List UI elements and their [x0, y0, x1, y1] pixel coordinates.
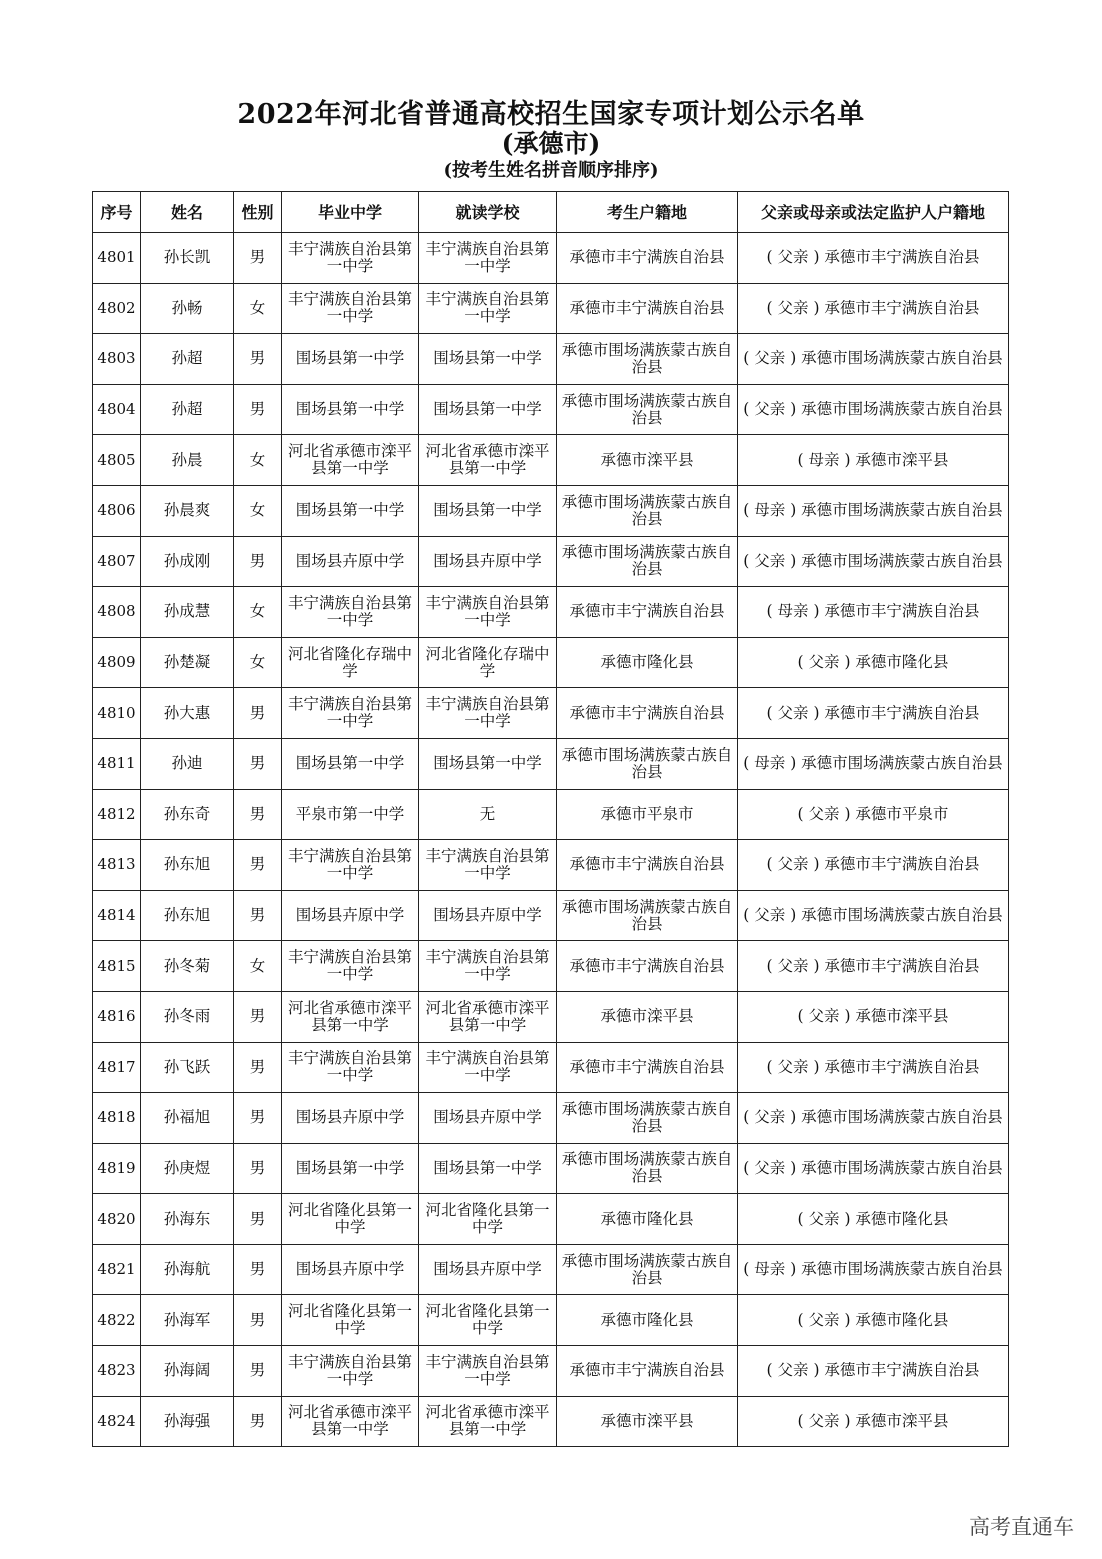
cell-seq: 4823: [93, 1346, 141, 1397]
cell-seq: 4816: [93, 991, 141, 1042]
cell-graduated-school: 围场县第一中学: [282, 738, 419, 789]
cell-gender: 男: [234, 1194, 282, 1245]
cell-current-school: 围场县第一中学: [419, 485, 557, 536]
cell-name: 孙海强: [141, 1396, 234, 1447]
header-current-school: 就读学校: [419, 192, 557, 233]
cell-current-school: 丰宁满族自治县第一中学: [419, 941, 557, 992]
cell-name: 孙迪: [141, 738, 234, 789]
cell-seq: 4824: [93, 1396, 141, 1447]
cell-graduated-school: 河北省承德市滦平县第一中学: [282, 435, 419, 486]
cell-name: 孙庚煜: [141, 1143, 234, 1194]
table-row: [93, 1143, 1009, 1194]
table-row: [93, 1244, 1009, 1295]
cell-name: 孙冬菊: [141, 941, 234, 992]
cell-name: 孙东旭: [141, 840, 234, 891]
cell-gender: 男: [234, 1093, 282, 1144]
cell-seq: 4804: [93, 384, 141, 435]
table-row: [93, 283, 1009, 334]
cell-guardian-registration: ( 父亲 ) 承德市围场满族蒙古族自治县: [738, 334, 1009, 385]
cell-current-school: 围场县卉原中学: [419, 536, 557, 587]
cell-graduated-school: 围场县卉原中学: [282, 1093, 419, 1144]
cell-household-registration: 承德市滦平县: [557, 435, 738, 486]
table-row: [93, 1194, 1009, 1245]
cell-household-registration: 承德市围场满族蒙古族自治县: [557, 890, 738, 941]
cell-name: 孙飞跃: [141, 1042, 234, 1093]
cell-name: 孙楚凝: [141, 637, 234, 688]
cell-current-school: 丰宁满族自治县第一中学: [419, 1346, 557, 1397]
table-row: [93, 941, 1009, 992]
cell-household-registration: 承德市丰宁满族自治县: [557, 1346, 738, 1397]
cell-name: 孙东奇: [141, 789, 234, 840]
cell-household-registration: 承德市围场满族蒙古族自治县: [557, 1093, 738, 1144]
cell-graduated-school: 丰宁满族自治县第一中学: [282, 941, 419, 992]
table-row: [93, 485, 1009, 536]
cell-name: 孙成刚: [141, 536, 234, 587]
cell-household-registration: 承德市围场满族蒙古族自治县: [557, 1143, 738, 1194]
cell-seq: 4817: [93, 1042, 141, 1093]
table-row: [93, 587, 1009, 638]
cell-guardian-registration: ( 父亲 ) 承德市丰宁满族自治县: [738, 1346, 1009, 1397]
cell-current-school: 丰宁满族自治县第一中学: [419, 1042, 557, 1093]
cell-seq: 4807: [93, 536, 141, 587]
table-row: [93, 1396, 1009, 1447]
cell-seq: 4814: [93, 890, 141, 941]
cell-name: 孙海航: [141, 1244, 234, 1295]
cell-graduated-school: 河北省承德市滦平县第一中学: [282, 1396, 419, 1447]
cell-household-registration: 承德市平泉市: [557, 789, 738, 840]
table-row: [93, 637, 1009, 688]
cell-seq: 4812: [93, 789, 141, 840]
cell-gender: 男: [234, 1042, 282, 1093]
cell-graduated-school: 丰宁满族自治县第一中学: [282, 840, 419, 891]
cell-gender: 女: [234, 435, 282, 486]
cell-household-registration: 承德市围场满族蒙古族自治县: [557, 334, 738, 385]
cell-name: 孙冬雨: [141, 991, 234, 1042]
cell-current-school: 丰宁满族自治县第一中学: [419, 587, 557, 638]
cell-name: 孙超: [141, 334, 234, 385]
cell-name: 孙长凯: [141, 233, 234, 284]
roster-table: [92, 191, 1009, 1447]
cell-guardian-registration: ( 母亲 ) 承德市围场满族蒙古族自治县: [738, 485, 1009, 536]
cell-current-school: 丰宁满族自治县第一中学: [419, 283, 557, 334]
cell-gender: 男: [234, 789, 282, 840]
cell-guardian-registration: ( 母亲 ) 承德市围场满族蒙古族自治县: [738, 1244, 1009, 1295]
page-subtitle-city: (承德市): [501, 129, 601, 158]
cell-gender: 女: [234, 283, 282, 334]
cell-guardian-registration: ( 母亲 ) 承德市围场满族蒙古族自治县: [738, 738, 1009, 789]
table-row: [93, 991, 1009, 1042]
cell-graduated-school: 围场县第一中学: [282, 485, 419, 536]
cell-current-school: 丰宁满族自治县第一中学: [419, 688, 557, 739]
cell-household-registration: 承德市滦平县: [557, 1396, 738, 1447]
table-row: [93, 840, 1009, 891]
table-row: [93, 1346, 1009, 1397]
cell-gender: 男: [234, 1346, 282, 1397]
table-row: [93, 384, 1009, 435]
cell-household-registration: 承德市丰宁满族自治县: [557, 1042, 738, 1093]
cell-name: 孙海军: [141, 1295, 234, 1346]
header-name: 姓名: [141, 192, 234, 233]
cell-name: 孙海东: [141, 1194, 234, 1245]
table-row: [93, 688, 1009, 739]
table-row: [93, 334, 1009, 385]
cell-seq: 4801: [93, 233, 141, 284]
cell-guardian-registration: ( 父亲 ) 承德市丰宁满族自治县: [738, 1042, 1009, 1093]
cell-name: 孙海阔: [141, 1346, 234, 1397]
table-row: [93, 1042, 1009, 1093]
cell-guardian-registration: ( 父亲 ) 承德市围场满族蒙古族自治县: [738, 1143, 1009, 1194]
cell-household-registration: 承德市丰宁满族自治县: [557, 941, 738, 992]
cell-name: 孙东旭: [141, 890, 234, 941]
cell-current-school: 围场县第一中学: [419, 738, 557, 789]
cell-gender: 女: [234, 941, 282, 992]
cell-gender: 男: [234, 1244, 282, 1295]
cell-guardian-registration: ( 父亲 ) 承德市围场满族蒙古族自治县: [738, 384, 1009, 435]
cell-current-school: 围场县卉原中学: [419, 1244, 557, 1295]
cell-gender: 男: [234, 991, 282, 1042]
cell-gender: 男: [234, 1396, 282, 1447]
table-row: [93, 890, 1009, 941]
cell-current-school: 围场县卉原中学: [419, 1093, 557, 1144]
table-row: [93, 738, 1009, 789]
cell-graduated-school: 河北省隆化存瑞中学: [282, 637, 419, 688]
cell-gender: 女: [234, 485, 282, 536]
cell-gender: 男: [234, 840, 282, 891]
cell-graduated-school: 围场县卉原中学: [282, 1244, 419, 1295]
cell-household-registration: 承德市丰宁满族自治县: [557, 283, 738, 334]
cell-household-registration: 承德市丰宁满族自治县: [557, 840, 738, 891]
cell-guardian-registration: ( 父亲 ) 承德市围场满族蒙古族自治县: [738, 890, 1009, 941]
cell-seq: 4813: [93, 840, 141, 891]
cell-household-registration: 承德市隆化县: [557, 1194, 738, 1245]
cell-gender: 男: [234, 334, 282, 385]
cell-gender: 男: [234, 233, 282, 284]
cell-guardian-registration: ( 父亲 ) 承德市滦平县: [738, 1396, 1009, 1447]
cell-graduated-school: 丰宁满族自治县第一中学: [282, 1042, 419, 1093]
cell-gender: 男: [234, 384, 282, 435]
cell-seq: 4809: [93, 637, 141, 688]
cell-household-registration: 承德市丰宁满族自治县: [557, 587, 738, 638]
cell-current-school: 丰宁满族自治县第一中学: [419, 840, 557, 891]
cell-graduated-school: 河北省隆化县第一中学: [282, 1295, 419, 1346]
cell-current-school: 河北省承德市滦平县第一中学: [419, 991, 557, 1042]
cell-gender: 女: [234, 587, 282, 638]
table-row: [93, 233, 1009, 284]
cell-graduated-school: 平泉市第一中学: [282, 789, 419, 840]
header-guardian-registration: 父亲或母亲或法定监护人户籍地: [738, 192, 1009, 233]
cell-name: 孙大惠: [141, 688, 234, 739]
cell-seq: 4808: [93, 587, 141, 638]
cell-name: 孙成慧: [141, 587, 234, 638]
header-household-registration: 考生户籍地: [557, 192, 738, 233]
watermark: 高考直通车: [969, 1515, 1074, 1539]
cell-name: 孙晨: [141, 435, 234, 486]
cell-graduated-school: 围场县卉原中学: [282, 536, 419, 587]
cell-seq: 4802: [93, 283, 141, 334]
cell-household-registration: 承德市围场满族蒙古族自治县: [557, 485, 738, 536]
cell-household-registration: 承德市围场满族蒙古族自治县: [557, 1244, 738, 1295]
cell-gender: 男: [234, 1295, 282, 1346]
cell-graduated-school: 围场县第一中学: [282, 384, 419, 435]
cell-guardian-registration: ( 父亲 ) 承德市隆化县: [738, 1194, 1009, 1245]
cell-seq: 4805: [93, 435, 141, 486]
cell-guardian-registration: ( 父亲 ) 承德市丰宁满族自治县: [738, 283, 1009, 334]
cell-current-school: 围场县第一中学: [419, 334, 557, 385]
cell-guardian-registration: ( 父亲 ) 承德市丰宁满族自治县: [738, 840, 1009, 891]
cell-guardian-registration: ( 父亲 ) 承德市丰宁满族自治县: [738, 688, 1009, 739]
cell-seq: 4811: [93, 738, 141, 789]
cell-seq: 4803: [93, 334, 141, 385]
cell-seq: 4822: [93, 1295, 141, 1346]
cell-gender: 男: [234, 890, 282, 941]
cell-household-registration: 承德市隆化县: [557, 637, 738, 688]
cell-gender: 女: [234, 637, 282, 688]
cell-seq: 4806: [93, 485, 141, 536]
cell-guardian-registration: ( 父亲 ) 承德市平泉市: [738, 789, 1009, 840]
cell-household-registration: 承德市围场满族蒙古族自治县: [557, 384, 738, 435]
cell-graduated-school: 河北省隆化县第一中学: [282, 1194, 419, 1245]
cell-graduated-school: 围场县第一中学: [282, 334, 419, 385]
cell-household-registration: 承德市丰宁满族自治县: [557, 688, 738, 739]
cell-gender: 男: [234, 738, 282, 789]
cell-name: 孙超: [141, 384, 234, 435]
table-row: [93, 435, 1009, 486]
cell-guardian-registration: ( 母亲 ) 承德市丰宁满族自治县: [738, 587, 1009, 638]
cell-current-school: 河北省隆化县第一中学: [419, 1194, 557, 1245]
cell-name: 孙福旭: [141, 1093, 234, 1144]
cell-current-school: 河北省承德市滦平县第一中学: [419, 1396, 557, 1447]
table-header-row: [93, 192, 1009, 233]
cell-guardian-registration: ( 父亲 ) 承德市丰宁满族自治县: [738, 941, 1009, 992]
cell-graduated-school: 围场县卉原中学: [282, 890, 419, 941]
cell-name: 孙晨爽: [141, 485, 234, 536]
cell-graduated-school: 围场县第一中学: [282, 1143, 419, 1194]
cell-graduated-school: 丰宁满族自治县第一中学: [282, 283, 419, 334]
cell-guardian-registration: ( 母亲 ) 承德市滦平县: [738, 435, 1009, 486]
cell-graduated-school: 河北省承德市滦平县第一中学: [282, 991, 419, 1042]
cell-guardian-registration: ( 父亲 ) 承德市隆化县: [738, 637, 1009, 688]
cell-seq: 4810: [93, 688, 141, 739]
cell-household-registration: 承德市围场满族蒙古族自治县: [557, 536, 738, 587]
table-row: [93, 536, 1009, 587]
table-row: [93, 1093, 1009, 1144]
cell-current-school: 围场县第一中学: [419, 384, 557, 435]
cell-current-school: 河北省隆化存瑞中学: [419, 637, 557, 688]
cell-graduated-school: 丰宁满族自治县第一中学: [282, 1346, 419, 1397]
cell-household-registration: 承德市隆化县: [557, 1295, 738, 1346]
cell-current-school: 围场县第一中学: [419, 1143, 557, 1194]
header-gender: 性别: [234, 192, 282, 233]
cell-current-school: 围场县卉原中学: [419, 890, 557, 941]
cell-gender: 男: [234, 688, 282, 739]
page-subtitle-sort: (按考生姓名拼音顺序排序): [443, 160, 659, 181]
cell-seq: 4821: [93, 1244, 141, 1295]
cell-guardian-registration: ( 父亲 ) 承德市隆化县: [738, 1295, 1009, 1346]
cell-graduated-school: 丰宁满族自治县第一中学: [282, 688, 419, 739]
cell-household-registration: 承德市围场满族蒙古族自治县: [557, 738, 738, 789]
cell-current-school: 河北省隆化县第一中学: [419, 1295, 557, 1346]
cell-graduated-school: 丰宁满族自治县第一中学: [282, 587, 419, 638]
cell-gender: 男: [234, 1143, 282, 1194]
cell-guardian-registration: ( 父亲 ) 承德市围场满族蒙古族自治县: [738, 1093, 1009, 1144]
cell-guardian-registration: ( 父亲 ) 承德市围场满族蒙古族自治县: [738, 536, 1009, 587]
cell-seq: 4819: [93, 1143, 141, 1194]
cell-current-school: 河北省承德市滦平县第一中学: [419, 435, 557, 486]
cell-seq: 4815: [93, 941, 141, 992]
cell-name: 孙畅: [141, 283, 234, 334]
header-graduated-school: 毕业中学: [282, 192, 419, 233]
page-title: 2022年河北省普通高校招生国家专项计划公示名单: [237, 99, 865, 130]
cell-current-school: 丰宁满族自治县第一中学: [419, 233, 557, 284]
cell-household-registration: 承德市滦平县: [557, 991, 738, 1042]
header-seq: 序号: [93, 192, 141, 233]
cell-guardian-registration: ( 父亲 ) 承德市丰宁满族自治县: [738, 233, 1009, 284]
table-row: [93, 789, 1009, 840]
cell-household-registration: 承德市丰宁满族自治县: [557, 233, 738, 284]
cell-seq: 4820: [93, 1194, 141, 1245]
cell-seq: 4818: [93, 1093, 141, 1144]
cell-guardian-registration: ( 父亲 ) 承德市滦平县: [738, 991, 1009, 1042]
table-row: [93, 1295, 1009, 1346]
cell-current-school: 无: [419, 789, 557, 840]
cell-graduated-school: 丰宁满族自治县第一中学: [282, 233, 419, 284]
cell-gender: 男: [234, 536, 282, 587]
